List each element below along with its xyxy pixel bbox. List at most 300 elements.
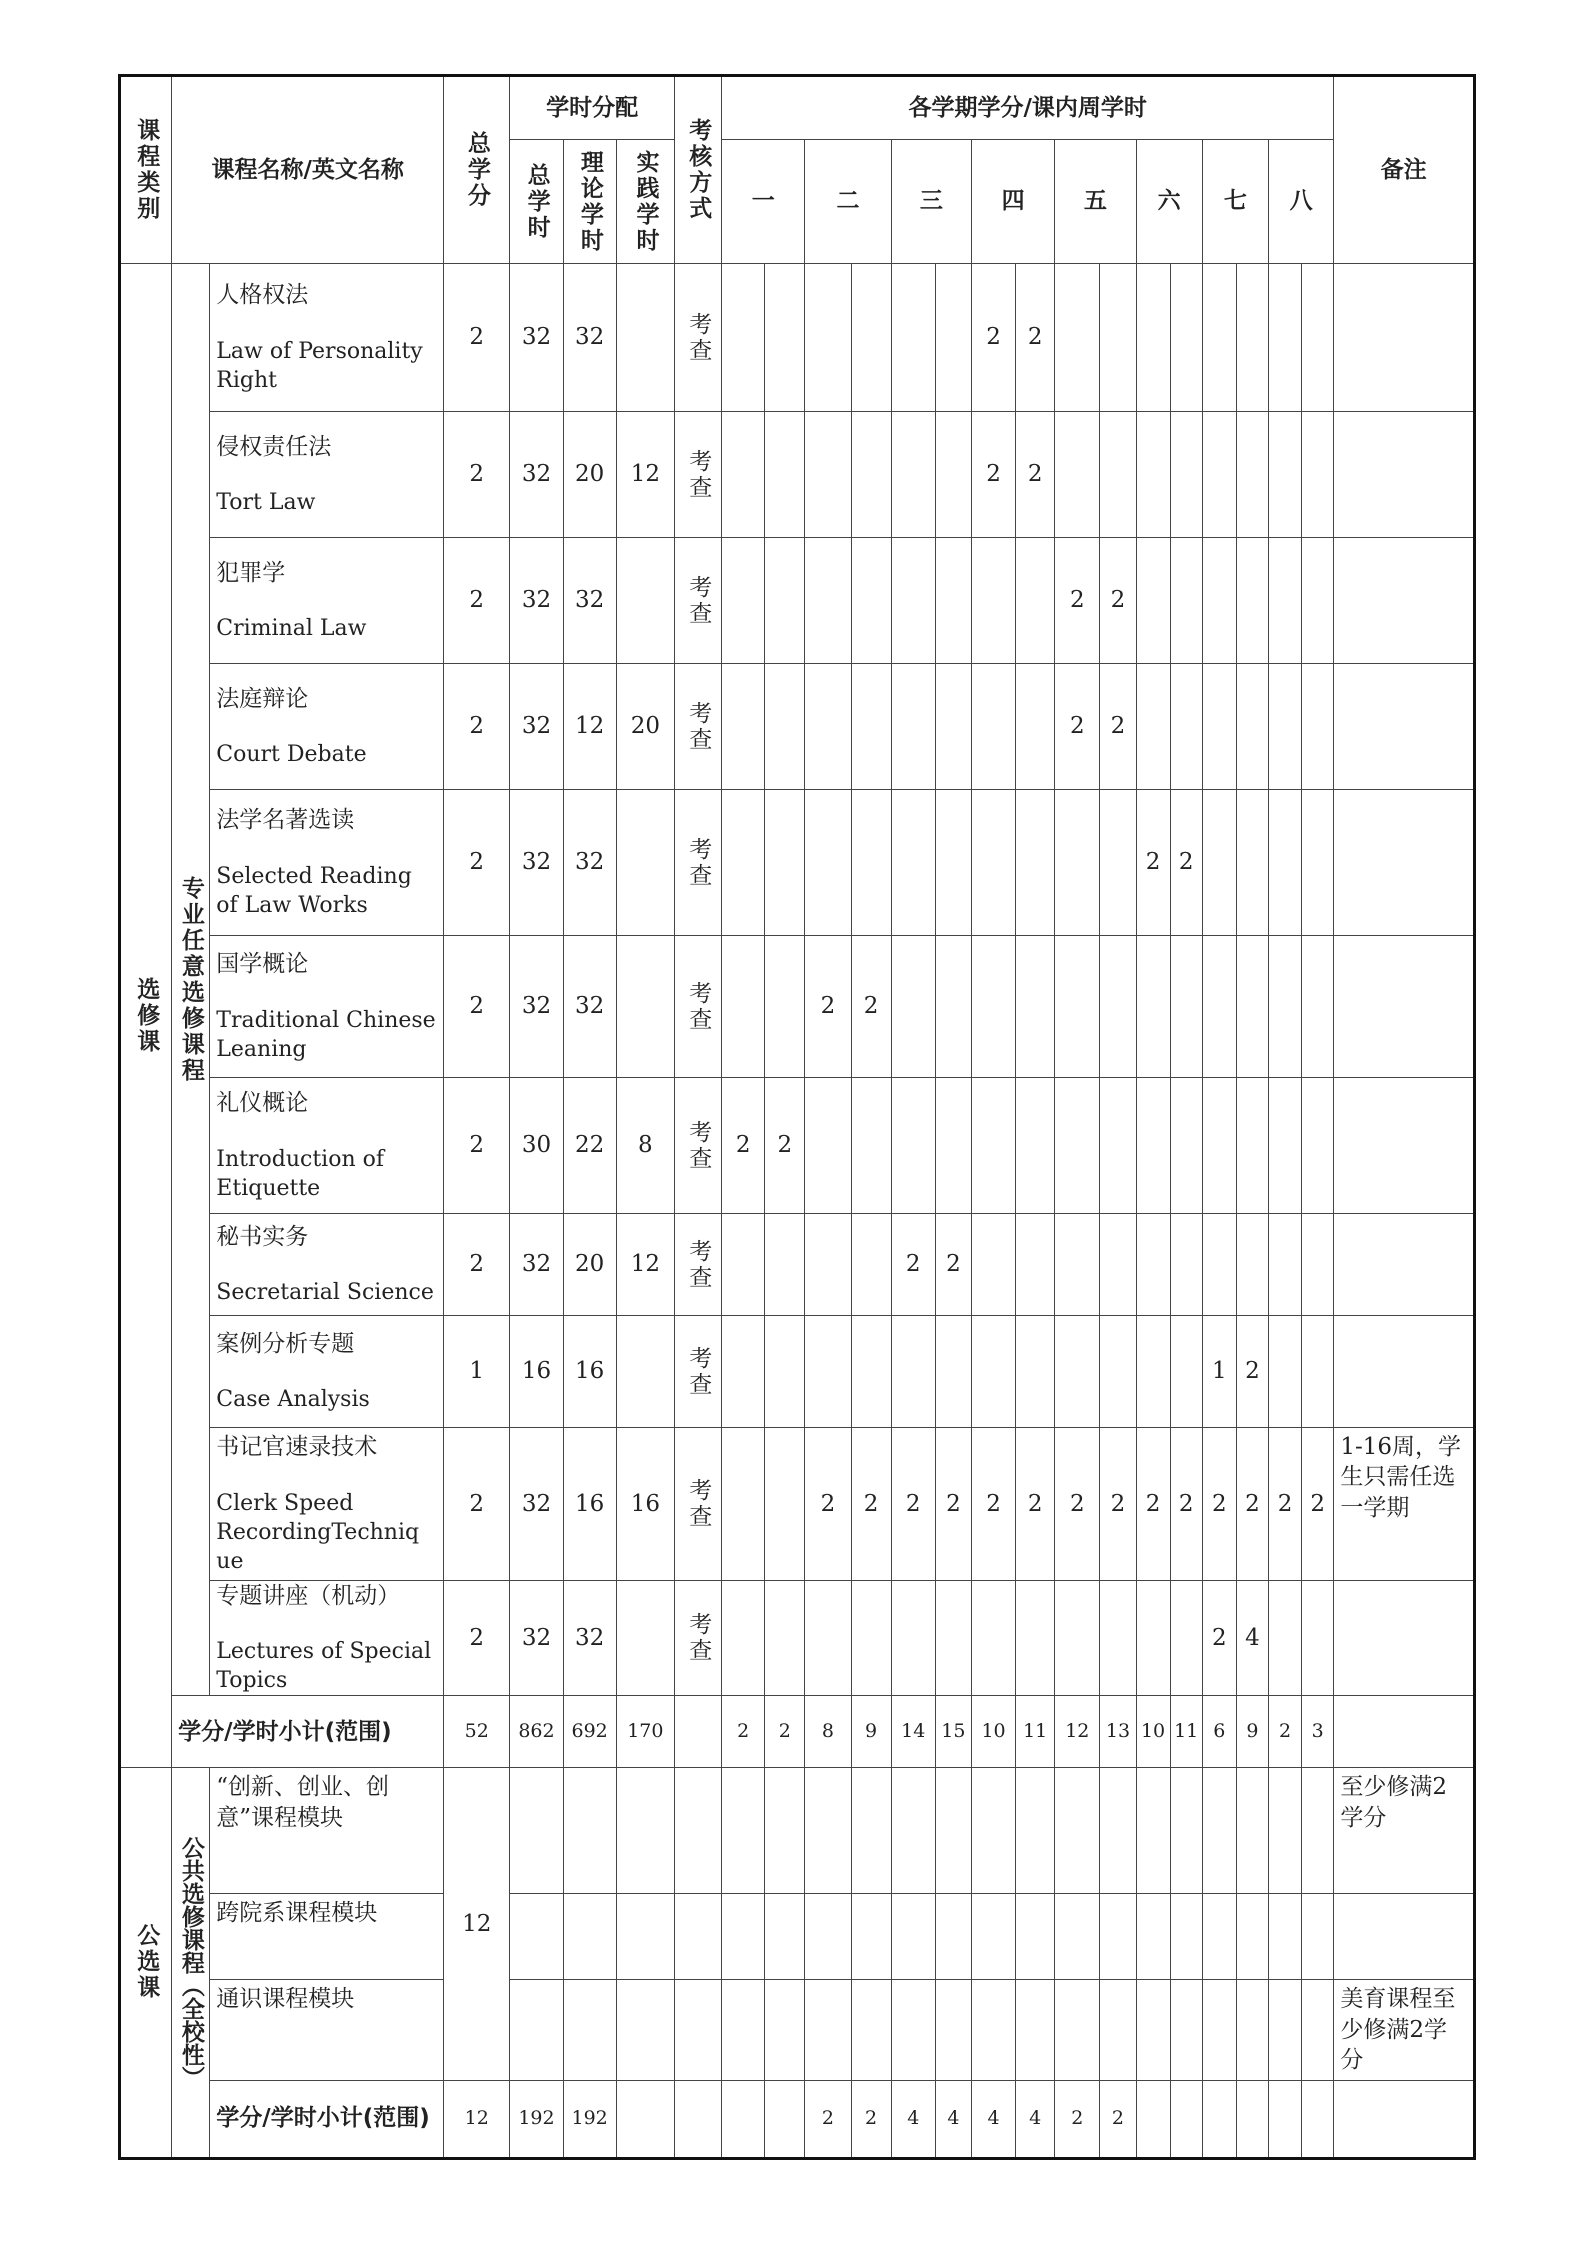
course-assessment-label: 考查: [685, 1119, 712, 1172]
public-subtotal-semester-cell: 4: [891, 2080, 935, 2158]
public-subtotal-semester-cell: [722, 2080, 765, 2158]
semester-cell: 2: [1236, 1428, 1268, 1581]
semester-cell: [1302, 1078, 1334, 1214]
course-assessment-label: 考查: [685, 700, 712, 753]
semester-cell: [722, 1581, 765, 1696]
subtotal-semester-cell: 11: [1170, 1696, 1202, 1768]
public-subtotal-semester-cell: [1268, 2080, 1301, 2158]
course-name-en: Selected Reading of Law Works: [216, 863, 412, 918]
semester-cell: [1100, 790, 1136, 936]
course-theory: 16: [563, 1428, 616, 1581]
header-row-1: [120, 76, 1475, 140]
subtotal-semester-cell: 6: [1202, 1696, 1236, 1768]
semester-cell: 2: [1100, 538, 1136, 664]
module-semester-cell: [1202, 1894, 1236, 1980]
semester-cell: [1202, 936, 1236, 1078]
semester-cell: [1170, 538, 1202, 664]
semester-cell: [1268, 790, 1301, 936]
course-name-cn: 国学概论: [216, 951, 309, 978]
semester-cell: [722, 664, 765, 790]
course-credit: 2: [444, 790, 510, 936]
subtotal-credit: 52: [444, 1696, 510, 1768]
semester-cell: [1202, 264, 1236, 412]
semester-cell: [891, 264, 935, 412]
course-total: 32: [510, 1214, 563, 1316]
module-semester-cell: [971, 1768, 1015, 1894]
subtotal-remark: [1334, 1696, 1475, 1768]
public-subtotal-semester-cell: 4: [935, 2080, 971, 2158]
course-name-en: Lectures of Special Topics: [216, 1639, 432, 1694]
course-theory: 32: [563, 538, 616, 664]
semester-cell: 2: [891, 1428, 935, 1581]
semester-cell: [805, 1316, 851, 1428]
course-assessment: [674, 412, 721, 538]
course-theory: 16: [563, 1316, 616, 1428]
course-name-cell: [210, 664, 444, 790]
semester-cell: 1: [1202, 1316, 1236, 1428]
semester-cell: [1136, 412, 1170, 538]
module-empty-cell: [563, 1980, 616, 2080]
course-name-cell: [210, 1316, 444, 1428]
semester-cell: [1236, 1078, 1268, 1214]
semester-cell: [765, 264, 805, 412]
course-assessment-label: 考查: [685, 1612, 712, 1665]
semester-cell: [1170, 1316, 1202, 1428]
semester-cell: 2: [1202, 1428, 1236, 1581]
subtotal-semester-cell: 11: [1016, 1696, 1055, 1768]
course-name-cn: 法庭辩论: [216, 685, 309, 712]
semester-cell: [1100, 1078, 1136, 1214]
semester-cell: [765, 1214, 805, 1316]
semester-cell: [935, 936, 971, 1078]
module-remark: 至少修满2学分: [1334, 1768, 1475, 1894]
subtotal-semester-cell: 9: [851, 1696, 891, 1768]
course-name-cell: [210, 412, 444, 538]
course-row: [120, 1428, 1475, 1581]
course-name-cn: 犯罪学: [216, 559, 286, 586]
course-name-cell: [210, 790, 444, 936]
semester-cell: [1236, 412, 1268, 538]
semester-cell: [851, 1078, 891, 1214]
module-semester-cell: [1170, 1894, 1202, 1980]
public-subtotal-label: 学分/学时小计(范围): [210, 2080, 444, 2158]
course-assessment-label: 考查: [685, 980, 712, 1033]
course-name-cn: 人格权法: [216, 282, 309, 309]
semester-cell: [1100, 1316, 1136, 1428]
semester-cell: [1236, 664, 1268, 790]
semester-cell: [1302, 412, 1334, 538]
course-remark: [1334, 664, 1475, 790]
course-assessment-label: 考查: [685, 448, 712, 501]
course-assessment: [674, 1214, 721, 1316]
public-subtotal-semester-cell: 2: [1055, 2080, 1100, 2158]
module-semester-cell: [1268, 1768, 1301, 1894]
module-semester-cell: [971, 1980, 1015, 2080]
course-assessment-label: 考查: [685, 311, 712, 364]
subcategory-elective: [172, 264, 210, 1696]
semester-cell: 2: [971, 1428, 1015, 1581]
module-semester-cell: [935, 1980, 971, 2080]
semester-cell: [1302, 1581, 1334, 1696]
semester-cell: [1302, 1214, 1334, 1316]
subtotal-semester-cell: 10: [1136, 1696, 1170, 1768]
course-total: 30: [510, 1078, 563, 1214]
public-credit: 12: [444, 1768, 510, 2080]
semester-cell: [1170, 1214, 1202, 1316]
public-subtotal-semester-cell: 4: [971, 2080, 1015, 2158]
subtotal-semester-cell: 9: [1236, 1696, 1268, 1768]
semester-cell: [935, 790, 971, 936]
semester-cell: [1055, 264, 1100, 412]
semester-cell: [1170, 1078, 1202, 1214]
semester-cell: [1268, 1581, 1301, 1696]
module-semester-cell: [805, 1768, 851, 1894]
semester-cell: 2: [935, 1214, 971, 1316]
course-assessment: [674, 1316, 721, 1428]
semester-cell: 2: [1100, 1428, 1136, 1581]
course-theory: 32: [563, 1581, 616, 1696]
semester-cell: [1302, 664, 1334, 790]
header-total-hours: 总学时: [510, 140, 563, 264]
semester-cell: [1170, 1581, 1202, 1696]
semester-cell: [1055, 1316, 1100, 1428]
module-semester-cell: [1055, 1768, 1100, 1894]
semester-cell: 2: [1170, 790, 1202, 936]
semester-cell: [851, 1214, 891, 1316]
course-theory: 32: [563, 790, 616, 936]
module-empty-cell: [616, 1894, 674, 1980]
semester-cell: [1016, 1316, 1055, 1428]
course-name-en: Criminal Law: [216, 616, 367, 642]
semester-cell: [891, 664, 935, 790]
subtotal-semester-cell: 15: [935, 1696, 971, 1768]
semester-cell: [1302, 538, 1334, 664]
course-practice: [616, 538, 674, 664]
module-empty-cell: [616, 1980, 674, 2080]
course-row: [120, 1078, 1475, 1214]
semester-cell: [722, 1316, 765, 1428]
course-credit: 2: [444, 1581, 510, 1696]
module-semester-cell: [935, 1894, 971, 1980]
semester-cell: [805, 1581, 851, 1696]
course-name-en: Secretarial Science: [216, 1280, 434, 1306]
semester-cell: 2: [1016, 264, 1055, 412]
semester-cell: [1100, 1581, 1136, 1696]
semester-cell: 2: [1268, 1428, 1301, 1581]
subtotal-semester-cell: 12: [1055, 1696, 1100, 1768]
module-semester-cell: [1268, 1894, 1301, 1980]
semester-cell: [765, 1581, 805, 1696]
semester-cell: [1302, 264, 1334, 412]
header-course-name: 课程名称/英文名称: [172, 76, 444, 264]
semester-cell: 2: [1055, 538, 1100, 664]
course-row: [120, 1316, 1475, 1428]
course-assessment: [674, 264, 721, 412]
course-name-cn: 秘书实务: [216, 1223, 309, 1250]
course-practice: 12: [616, 1214, 674, 1316]
module-empty-cell: [510, 1894, 563, 1980]
course-assessment-label: 考查: [685, 1478, 712, 1530]
semester-cell: [1055, 1078, 1100, 1214]
module-empty-cell: [674, 1894, 721, 1980]
module-semester-cell: [805, 1894, 851, 1980]
module-semester-cell: [1100, 1894, 1136, 1980]
public-subtotal-semester-cell: 4: [1016, 2080, 1055, 2158]
semester-cell: [1268, 538, 1301, 664]
public-subtotal-row: [120, 2080, 1475, 2158]
semester-cell: [851, 538, 891, 664]
subtotal-semester-cell: 10: [971, 1696, 1015, 1768]
semester-cell: [1268, 1214, 1301, 1316]
semester-cell: [1202, 664, 1236, 790]
course-theory: 20: [563, 412, 616, 538]
header-hours-allocation: 学时分配: [510, 76, 675, 140]
course-total: 32: [510, 936, 563, 1078]
course-row: [120, 538, 1475, 664]
module-semester-cell: [851, 1894, 891, 1980]
module-semester-cell: [851, 1768, 891, 1894]
subcategory-elective-label: 专业任意选修课程: [177, 875, 204, 1084]
subtotal-semester-cell: 2: [765, 1696, 805, 1768]
semester-cell: 4: [1236, 1581, 1268, 1696]
semester-cell: [765, 1428, 805, 1581]
semester-cell: [805, 664, 851, 790]
semester-cell: [891, 538, 935, 664]
semester-cell: [805, 264, 851, 412]
subtotal-semester-cell: 13: [1100, 1696, 1136, 1768]
semester-cell: [1016, 790, 1055, 936]
course-name-cn: 侵权责任法: [216, 433, 332, 460]
public-subtotal-semester-cell: 2: [1100, 2080, 1136, 2158]
course-name-cell: [210, 936, 444, 1078]
course-name-en: Clerk Speed RecordingTechniq ue: [216, 1490, 420, 1574]
course-name-en: Traditional Chinese Leaning: [216, 1007, 436, 1062]
module-empty-cell: [674, 1768, 721, 1894]
course-row: [120, 264, 1475, 412]
semester-cell: [722, 538, 765, 664]
semester-cell: [1136, 538, 1170, 664]
course-practice: 8: [616, 1078, 674, 1214]
semester-cell: [805, 1214, 851, 1316]
subtotal-semester-cell: 8: [805, 1696, 851, 1768]
public-subtotal-practice: [616, 2080, 674, 2158]
semester-6: 六: [1136, 140, 1202, 264]
semester-cell: [1236, 264, 1268, 412]
semester-cell: [722, 264, 765, 412]
course-theory: 20: [563, 1214, 616, 1316]
semester-cell: [935, 1078, 971, 1214]
semester-cell: [1016, 1581, 1055, 1696]
course-name-en: Case Analysis: [216, 1387, 370, 1413]
module-semester-cell: [1302, 1768, 1334, 1894]
semester-cell: [1055, 1214, 1100, 1316]
semester-cell: 2: [935, 1428, 971, 1581]
course-total: 32: [510, 664, 563, 790]
subtotal-total: 862: [510, 1696, 563, 1768]
semester-cell: [971, 1316, 1015, 1428]
semester-1: 一: [722, 140, 805, 264]
module-semester-cell: [891, 1894, 935, 1980]
semester-cell: [1055, 790, 1100, 936]
semester-cell: [1136, 664, 1170, 790]
course-assessment: [674, 790, 721, 936]
header-total-credit: 总学分: [444, 76, 510, 264]
course-name-cn: 书记官速录技术: [216, 1434, 378, 1461]
semester-cell: [971, 936, 1015, 1078]
module-semester-cell: [1055, 1980, 1100, 2080]
course-total: 32: [510, 790, 563, 936]
semester-cell: [935, 538, 971, 664]
semester-cell: 2: [1100, 664, 1136, 790]
semester-cell: [1268, 1078, 1301, 1214]
course-remark: [1334, 936, 1475, 1078]
course-practice: [616, 790, 674, 936]
course-theory: 32: [563, 264, 616, 412]
subtotal-label: 学分/学时小计(范围): [172, 1696, 444, 1768]
course-practice: 16: [616, 1428, 674, 1581]
semester-cell: [1100, 412, 1136, 538]
semester-cell: 2: [851, 1428, 891, 1581]
module-semester-cell: [722, 1768, 765, 1894]
public-module-row: [120, 1894, 1475, 1980]
course-name-cell: [210, 1214, 444, 1316]
module-semester-cell: [1236, 1980, 1268, 2080]
category-public: [120, 1768, 172, 2158]
semester-cell: [1055, 936, 1100, 1078]
course-total: 32: [510, 264, 563, 412]
module-semester-cell: [1202, 1768, 1236, 1894]
header-assessment: 考核方式: [674, 76, 721, 264]
semester-cell: [891, 936, 935, 1078]
course-remark: [1334, 1581, 1475, 1696]
semester-cell: 2: [1202, 1581, 1236, 1696]
module-semester-cell: [1100, 1980, 1136, 2080]
semester-cell: [722, 936, 765, 1078]
public-subtotal-credit: 12: [444, 2080, 510, 2158]
public-subtotal-semester-cell: 2: [805, 2080, 851, 2158]
semester-cell: [851, 1316, 891, 1428]
module-semester-cell: [1100, 1768, 1136, 1894]
course-remark: [1334, 412, 1475, 538]
course-credit: 2: [444, 538, 510, 664]
semester-cell: [1302, 790, 1334, 936]
module-empty-cell: [563, 1768, 616, 1894]
public-subtotal-semester-cell: [1202, 2080, 1236, 2158]
module-semester-cell: [1136, 1768, 1170, 1894]
semester-7: 七: [1202, 140, 1268, 264]
module-semester-cell: [1302, 1980, 1334, 2080]
course-practice: 12: [616, 412, 674, 538]
subcategory-public: [172, 1768, 210, 2158]
course-total: 16: [510, 1316, 563, 1428]
course-remark: [1334, 790, 1475, 936]
module-semester-cell: [1016, 1980, 1055, 2080]
semester-cell: 2: [971, 264, 1015, 412]
semester-cell: [1016, 664, 1055, 790]
semester-cell: [765, 790, 805, 936]
course-row: [120, 1214, 1475, 1316]
public-subtotal-theory: 192: [563, 2080, 616, 2158]
semester-cell: [971, 790, 1015, 936]
course-name-en: Court Debate: [216, 742, 367, 768]
module-semester-cell: [765, 1768, 805, 1894]
semester-cell: [1302, 936, 1334, 1078]
course-assessment: [674, 664, 721, 790]
semester-cell: [1016, 538, 1055, 664]
category-elective: [120, 264, 172, 1768]
semester-cell: [1016, 1078, 1055, 1214]
semester-cell: 2: [1236, 1316, 1268, 1428]
public-subtotal-assessment: [674, 2080, 721, 2158]
semester-cell: [1136, 1316, 1170, 1428]
public-subtotal-semester-cell: 2: [851, 2080, 891, 2158]
module-semester-cell: [805, 1980, 851, 2080]
course-row: [120, 664, 1475, 790]
public-subtotal-semester-cell: [1136, 2080, 1170, 2158]
semester-cell: [891, 1316, 935, 1428]
course-practice: [616, 936, 674, 1078]
public-subtotal-remark: [1334, 2080, 1475, 2158]
semester-8: 八: [1268, 140, 1333, 264]
module-empty-cell: [563, 1894, 616, 1980]
semester-cell: [851, 1581, 891, 1696]
public-subtotal-total: 192: [510, 2080, 563, 2158]
module-semester-cell: [722, 1894, 765, 1980]
semester-cell: [722, 412, 765, 538]
module-empty-cell: [616, 1768, 674, 1894]
header-remarks: 备注: [1334, 76, 1475, 264]
module-semester-cell: [1236, 1768, 1268, 1894]
elective-subtotal-row: [120, 1696, 1475, 1768]
course-practice: 20: [616, 664, 674, 790]
course-name-en: Law of Personality Right: [216, 338, 423, 393]
module-semester-cell: [1136, 1980, 1170, 2080]
public-module-row: [120, 1768, 1475, 1894]
course-practice: [616, 1316, 674, 1428]
course-name-cn: 专题讲座（机动）: [216, 1583, 401, 1609]
semester-cell: [935, 264, 971, 412]
semester-cell: [1268, 1316, 1301, 1428]
semester-cell: 2: [805, 936, 851, 1078]
semester-cell: [1202, 412, 1236, 538]
semester-cell: [851, 412, 891, 538]
module-remark: 美育课程至少修满2学分: [1334, 1980, 1475, 2080]
public-subtotal-semester-cell: [765, 2080, 805, 2158]
course-total: 32: [510, 1428, 563, 1581]
semester-cell: [971, 1214, 1015, 1316]
course-credit: 1: [444, 1316, 510, 1428]
semester-cell: [1136, 1581, 1170, 1696]
course-name-cell: [210, 264, 444, 412]
semester-cell: [1236, 538, 1268, 664]
module-semester-cell: [1170, 1768, 1202, 1894]
course-credit: 2: [444, 1428, 510, 1581]
module-semester-cell: [1302, 1894, 1334, 1980]
course-remark: [1334, 538, 1475, 664]
semester-cell: [1136, 264, 1170, 412]
course-name-cn: 礼仪概论: [216, 1090, 309, 1117]
module-semester-cell: [1136, 1894, 1170, 1980]
module-remark: [1334, 1894, 1475, 1980]
semester-cell: [1016, 1214, 1055, 1316]
semester-cell: 2: [805, 1428, 851, 1581]
semester-cell: [1236, 936, 1268, 1078]
semester-cell: [765, 1316, 805, 1428]
semester-cell: [891, 1078, 935, 1214]
course-credit: 2: [444, 936, 510, 1078]
course-remark: [1334, 264, 1475, 412]
course-name-cell: [210, 538, 444, 664]
